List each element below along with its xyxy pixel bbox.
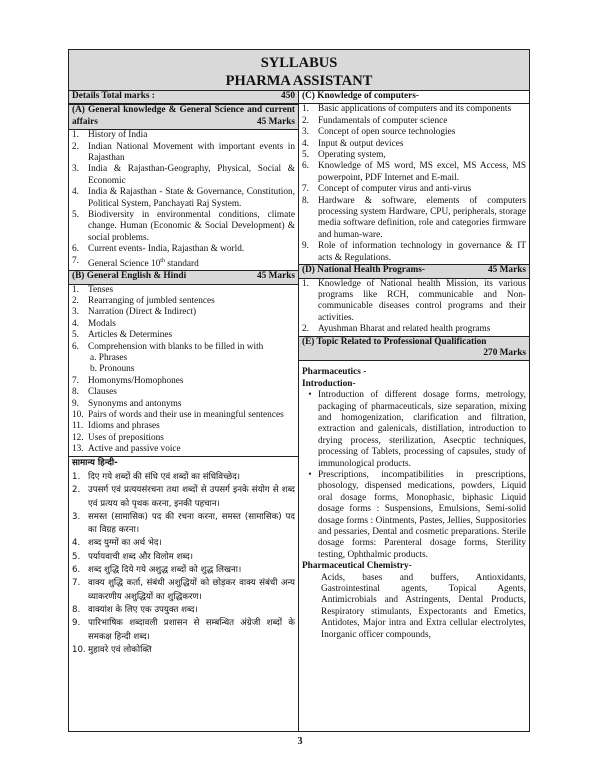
item-number: 7. [72, 375, 79, 386]
item-number: 3. [72, 164, 79, 175]
details-header: Details Total marks : 450 [69, 91, 298, 104]
list-item [69, 244, 298, 255]
item-number: 2. [72, 485, 81, 496]
item-text: Concept of open source technologies [318, 127, 456, 138]
list-item [69, 617, 298, 644]
item-number: 3. [72, 307, 79, 318]
list-item [69, 421, 298, 432]
item-number: 6. [72, 244, 79, 255]
list-item [69, 644, 298, 657]
item-number: 4. [302, 138, 309, 149]
item-number: 6. [72, 565, 81, 576]
list-item [69, 577, 298, 604]
item-text: Knowledge of National health Mission, its various programs like RCH, communicable and Non-communicable diseases control programs and their activities. [318, 278, 526, 323]
section-d-header: (D) National Health Programs- 45 Marks [299, 264, 529, 278]
list-item [299, 139, 529, 150]
item-text: शब्द शुद्धि दिये गये अशुद्ध शब्दों को शुद्ध लिखना। [88, 565, 242, 576]
item-text: Active and passive voice [88, 444, 181, 455]
sub-item: b. Pronouns [90, 364, 135, 375]
item-number: 1. [302, 278, 309, 289]
item-text: Biodiversity in environmental conditions, climate change. Human (Economic & Social Development) & social problems. [88, 210, 295, 243]
list-item [69, 307, 298, 318]
item-text: Concept of computer virus and anti-virus [318, 184, 472, 195]
item-text: Articles & Determines [88, 330, 173, 341]
item-number: 11. [72, 421, 84, 432]
sub-item: a. Phrases [90, 353, 128, 364]
item-number: 3. [302, 127, 309, 138]
item-number: 4. [72, 538, 81, 549]
list-item [299, 161, 529, 184]
item-text: उपसर्ग एवं प्रत्ययसंरचना तथा शब्दों से उपसर्ग इनके संयोग से शब्द एवं प्रत्यय को पृथक करना, इनकी पहचान। [88, 485, 295, 509]
item-text: वाक्य शुद्धि कर्ता, संबंधी अशुद्धियों को छोड़कर वाक्य संबंधी अन्य व्याकरणीय अशुद्धियों का शुद्धिकरण। [88, 578, 295, 602]
list-item [299, 196, 529, 242]
list-item [69, 564, 298, 577]
item-text: Idioms and phrases [88, 421, 160, 432]
list-item [69, 342, 298, 353]
item-number: 8. [72, 604, 81, 615]
bullet-text: Introduction of different dosage forms, metrology, packaging of pharmaceuticals, size separation, mixing and homogenization, clarification and filtration, extraction and galenicals, distillation, introduction to drying process, sterilization, Asecptic techniques, processing of Tablets, processing of capsules, study of immunological products. [318, 390, 526, 469]
item-text: पारिभाषिक शब्दावली प्रशासन से सम्बन्धित अंग्रेजी शब्दों के समकक्ष हिन्दी शब्द। [88, 618, 295, 642]
section-d-list [299, 279, 529, 336]
item-number: 5. [72, 330, 79, 341]
item-number: 6. [302, 161, 309, 172]
list-item [69, 142, 298, 165]
list-item [69, 319, 298, 330]
list-item [69, 551, 298, 564]
title-band [69, 50, 529, 91]
list-item [299, 127, 529, 138]
item-text: India & Rajasthan - State & Governance, Constitution, Political System, Panchayati Raj System. [88, 187, 295, 209]
item-number: 1. [72, 472, 81, 482]
item-text: Narration (Direct & Indirect) [88, 307, 197, 318]
item-text: Homonyms/Homophones [88, 375, 184, 386]
list-item [69, 471, 298, 484]
item-number: 12. [72, 432, 84, 443]
title-syllabus: SYLLABUS [260, 55, 338, 71]
list-item [69, 604, 298, 617]
bullet-item [299, 470, 529, 561]
list-item [69, 444, 298, 455]
list-item [299, 279, 529, 325]
item-number: 4. [72, 318, 79, 329]
item-number: 5. [72, 210, 79, 221]
item-number: 8. [302, 195, 309, 206]
section-c-list [299, 104, 529, 264]
introduction-heading: Introduction- [302, 378, 356, 389]
item-number: 9. [72, 618, 81, 629]
chemistry-heading: Pharmaceutical Chemistry- [302, 561, 412, 572]
list-item [69, 130, 298, 141]
list-item [299, 184, 529, 195]
item-text: Clauses [88, 387, 117, 398]
list-item [69, 399, 298, 410]
item-text: Knowledge of MS word, MS excel, MS Access, MS powerpoint, PDF Internet and E-mail. [318, 161, 526, 183]
list-item [69, 296, 298, 307]
item-number: 2. [72, 296, 79, 307]
right-column [299, 91, 529, 731]
item-text: Fundamentals of computer science [318, 115, 448, 126]
item-number: 8. [72, 387, 79, 398]
bullet-icon: • [308, 470, 312, 480]
section-c-header: (C) Knowledge of computers- [299, 91, 529, 104]
item-text: Ayushman Bharat and related health programs [318, 324, 491, 335]
item-number: 7. [72, 578, 81, 589]
item-number: 9. [72, 398, 79, 409]
item-number: 2. [302, 324, 309, 335]
item-number: 1. [302, 104, 309, 115]
left-column [69, 91, 299, 731]
syllabus-frame [68, 49, 530, 732]
list-item [69, 433, 298, 444]
item-text: शब्द युग्मों का अर्थ भेद। [88, 538, 162, 549]
list-item [69, 187, 298, 210]
list-item [69, 164, 298, 187]
section-a-header: (A) General knowledge & General Science and current affairs 45 Marks [69, 104, 298, 130]
item-text: दिए गये शब्दों की संधि एवं शब्दों का संधिविच्छेद। [88, 472, 241, 482]
item-number: 10. [72, 644, 86, 655]
item-number: 2. [302, 115, 309, 126]
item-text: Hardware & software, elements of computers processing system Hardware, CPU, peripherals, storage media software definition, role and categories firmware and human-ware. [318, 195, 526, 240]
list-item [69, 210, 298, 244]
list-item [299, 324, 529, 335]
item-text: Input & output devices [318, 138, 404, 149]
introduction-bullets [299, 390, 529, 561]
item-number: 6. [72, 341, 79, 352]
hindi-list [69, 471, 298, 657]
item-text: History of India [88, 130, 148, 141]
item-text: Comprehension with blanks to be filled in with [88, 341, 264, 352]
item-number: 4. [72, 187, 79, 198]
item-text: India & Rajasthan-Geography, Physical, Social & Economic [88, 164, 295, 186]
item-text: Rearranging of jumbled sentences [88, 296, 215, 307]
list-item [69, 484, 298, 511]
bullet-item [299, 390, 529, 470]
page-number: 3 [297, 736, 303, 747]
list-item [299, 150, 529, 161]
list-item [69, 285, 298, 296]
item-text: समस्त (सामासिक) पद की रचना करना, समस्त (सामासिक) पद का विग्रह करना। [88, 511, 295, 536]
item-text: Uses of prepositions [88, 432, 164, 443]
hindi-header: सामान्य हिन्दी- [69, 456, 298, 471]
list-item [69, 387, 298, 398]
item-text: Role of information technology in governance & IT acts & Regulations. [318, 241, 526, 263]
item-text: वाक्यांश के लिए एक उपयुक्त शब्द। [88, 604, 198, 615]
item-text: Tenses [88, 284, 114, 295]
item-number: 2. [72, 141, 79, 152]
chemistry-text: Acids, bases and buffers, Antioxidants, Gastrointestinal agents, Topical Agents, Antimicrobials and Astringents, Dental Products, Respiratory stimulants, Expectorants and Emetics, Antidotes, Major intra and Extra cellular electrolytes, Inorganic officer compounds, [321, 572, 526, 640]
item-number: 3. [72, 511, 81, 522]
item-number: 1. [72, 130, 79, 141]
item-number: 5. [302, 150, 309, 161]
title-pharma-assistant: PHARMA ASSISTANT [225, 73, 373, 89]
item-number: 10. [72, 410, 84, 421]
list-item [299, 116, 529, 127]
item-text: पर्यायवाची शब्द और विलोम शब्द। [88, 551, 193, 562]
item-number: 1. [72, 284, 79, 295]
item-text: Operating system, [318, 150, 386, 161]
list-item [69, 537, 298, 550]
list-item [299, 241, 529, 264]
list-item [69, 410, 298, 421]
item-text: मुहावरे एवं लोकोक्ति [88, 644, 152, 655]
item-text: Pairs of words and their use in meaningful sentences [88, 410, 284, 421]
section-b-list [69, 285, 298, 456]
list-item: 7. General Science 10th standard [72, 255, 199, 269]
item-text: Basic applications of computers and its components [318, 104, 512, 115]
bullet-text: Prescriptions, incompatibilities in prescriptions, phosology, dispensed medications, powders, Liquid oral dosage forms, Monophasic, biphasic Liquid dosage forms : Suspensions, Emulsions, Semi-solid dosage forms : Ointments, Pastes, Jellies, Suppositories and pessaries, Dental and cosmetic preparations. Sterile dosage forms: Parenteral dosage forms, Sterility testing, Ophthalmic products. [318, 470, 526, 560]
section-b-header: (B) General English & Hindi 45 Marks [69, 270, 298, 284]
list-item [69, 376, 298, 387]
item-text: Modals [88, 318, 116, 329]
item-number: 5. [72, 551, 81, 562]
section-a-list [69, 130, 298, 255]
item-text: Indian National Movement with important events in Rajasthan [88, 141, 295, 164]
item-number: 7. [302, 184, 309, 195]
list-item [69, 330, 298, 341]
section-e-header: (E) Topic Related to Professional Qualification 270 Marks [299, 336, 529, 362]
item-number: 13. [72, 444, 84, 455]
list-item [299, 104, 529, 115]
item-number: 9. [302, 241, 309, 252]
bullet-icon: • [308, 390, 312, 401]
item-text: Current events- India, Rajasthan & world. [88, 244, 245, 255]
list-item [69, 511, 298, 538]
item-text: Synonyms and antonyms [88, 398, 182, 409]
pharmaceutics-heading: Pharmaceutics - [302, 367, 367, 378]
